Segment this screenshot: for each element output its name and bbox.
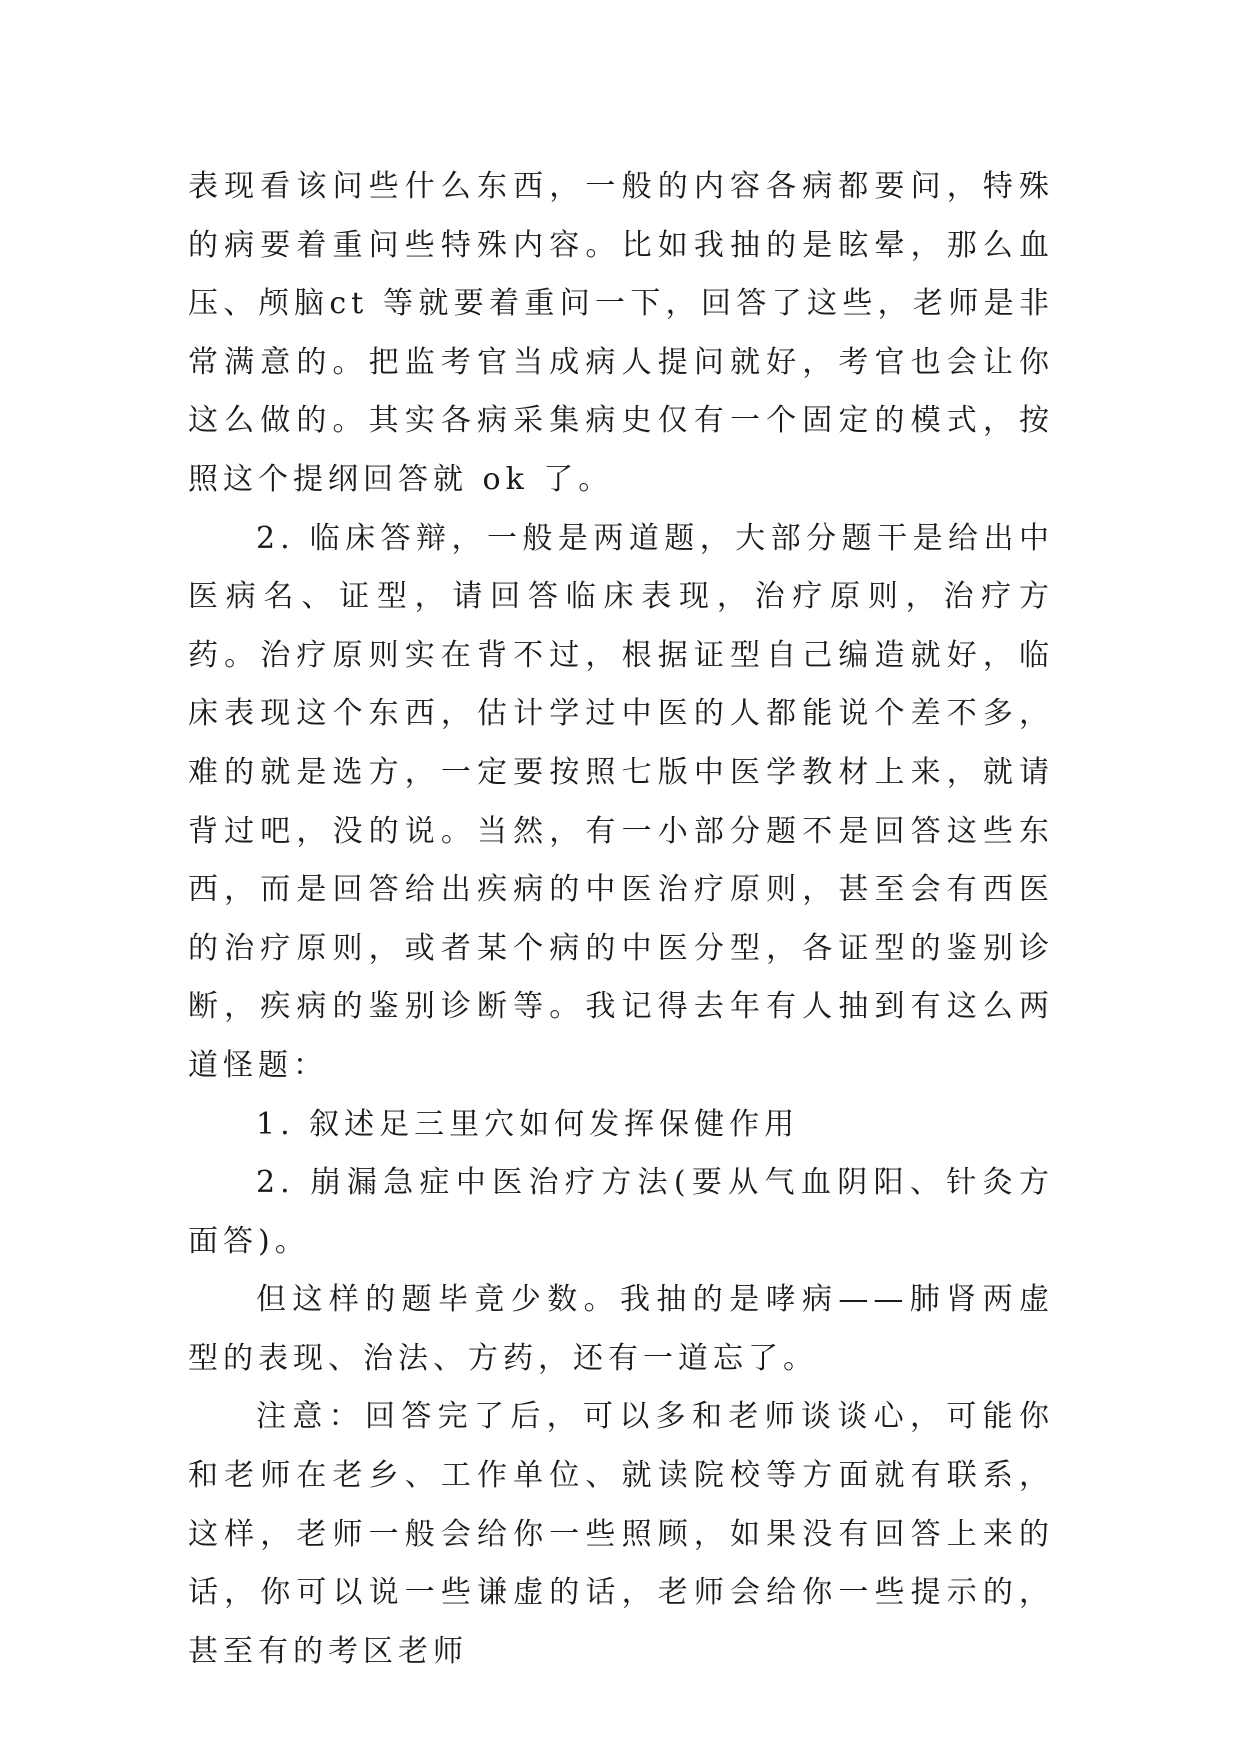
paragraph-history-taking: 表现看该问些什么东西，一般的内容各病都要问，特殊的病要着重问些特殊内容。比如我抽的是眩晕，那么血压、颅脑ct 等就要着重问一下，回答了这些，老师是非常满意的。把监考官当成病人提问就好，考官也会让你这么做的。其实各病采集病史仅有一个固定的模式，按照这个提纲回答就 ok 了。 xyxy=(188,169,1054,497)
paragraph-question-2: 2. 崩漏急症中医治疗方法(要从气血阴阳、针灸方面答)。 xyxy=(188,1165,1054,1259)
paragraph-question-1: 1. 叙述足三里穴如何发挥保健作用 xyxy=(256,1106,800,1142)
document-body xyxy=(188,158,1054,1681)
paragraph-rare-questions: 但这样的题毕竟少数。我抽的是哮病——肺肾两虚型的表现、治法、方药，还有一道忘了。 xyxy=(188,1282,1054,1376)
paragraph-note: 注意：回答完了后，可以多和老师谈谈心，可能你和老师在老乡、工作单位、就读院校等方面就有联系，这样，老师一般会给你一些照顾，如果没有回答上来的话，你可以说一些谦虚的话，老师会给你一些提示的，甚至有的考区老师 xyxy=(188,1399,1054,1669)
paragraph-clinical-defense: 2. 临床答辩，一般是两道题，大部分题干是给出中医病名、证型，请回答临床表现，治疗原则，治疗方药。治疗原则实在背不过，根据证型自己编造就好，临床表现这个东西，估计学过中医的人都能说个差不多，难的就是选方，一定要按照七版中医学教材上来，就请背过吧，没的说。当然，有一小部分题不是回答这些东西，而是回答给出疾病的中医治疗原则，甚至会有西医的治疗原则，或者某个病的中医分型，各证型的鉴别诊断，疾病的鉴别诊断等。我记得去年有人抽到有这么两道怪题： xyxy=(188,520,1054,1083)
